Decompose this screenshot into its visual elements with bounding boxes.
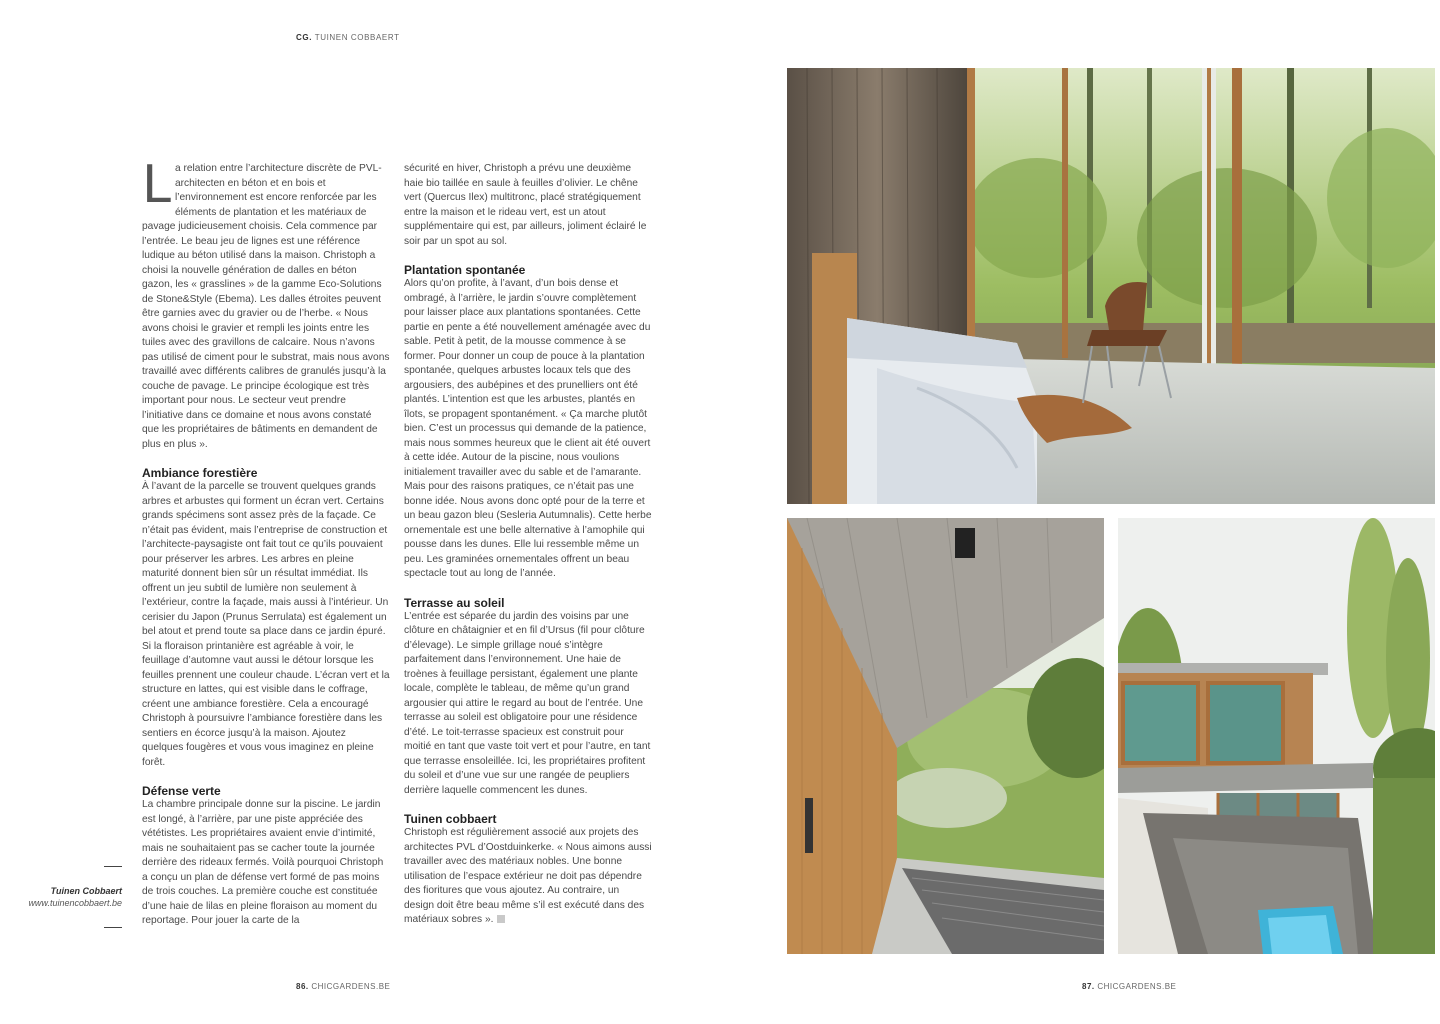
page-folio-right <box>1082 982 1176 991</box>
paragraph-defense-verte-part-2: sécurité en hiver, Christoph a prévu une deuxième haie bio taillée en saule à feuilles d’olivier. Le chêne vert (Quercus Ilex) multitronc, placé stratégiquement entre la maison et le rideau vert, est un atout supplémentaire qui est, par ailleurs, joliment éclairé le soir par un spot au sol. <box>404 163 647 247</box>
bedroom-illustration <box>787 68 1435 504</box>
photo-terrace <box>787 518 1104 954</box>
paragraph-tuinen-cobbaert <box>404 826 652 928</box>
credit-rule-top <box>104 866 122 867</box>
page-number-left: 86. <box>296 982 309 991</box>
house-illustration <box>1118 518 1435 954</box>
heading-ambiance-forestiere: Ambiance forestière <box>142 466 258 480</box>
credit-url[interactable]: www.tuinencobbaert.be <box>28 898 122 908</box>
text-column-left <box>142 155 390 929</box>
paragraph-tuinen-cobbaert-text: Christoph est régulièrement associé aux projets des architectes PVL d’Oostduinkerke. « Nous aimons aussi travailler avec des matériaux nobles. Une bonne utilisation de l’espace extérieur ne doit pas dépendre des fioritures que vous ajoutez. Au contraire, un design doit être beau même s’il est exécuté dans des matériaux sobres ». <box>404 827 652 925</box>
paragraph-defense-verte-part-1: La chambre principale donne sur la piscine. Le jardin est longé, à l’arrière, par une piste appréciée des vététistes. Les propriétaires avaient envie d’intimité, mais ne souhaitaient pas se cacher toute la journée derrière des rideaux fermés. Voilà pourquoi Christoph a conçu un plan de défense vert formé de pas moins de trois couches. La première couche est constituée d’une haie de lilas en pleine floraison au moment du reportage. Pour jouer la carte de la <box>142 799 384 926</box>
running-head <box>296 33 400 42</box>
running-head-title: TUINEN COBBAERT <box>314 33 400 42</box>
terrace-illustration <box>787 518 1104 954</box>
credit-name: Tuinen Cobbaert <box>50 886 122 896</box>
site-name-right: CHICGARDENS.BE <box>1097 982 1177 991</box>
site-name-left: CHICGARDENS.BE <box>311 982 391 991</box>
heading-defense-verte: Défense verte <box>142 784 221 798</box>
heading-plantation-spontanee: Plantation spontanée <box>404 263 526 277</box>
end-mark-icon <box>497 915 505 923</box>
running-head-abbr: CG. <box>296 33 313 42</box>
photo-bedroom <box>787 68 1435 504</box>
photo-house <box>1118 518 1435 954</box>
page-number-right: 87. <box>1082 982 1095 991</box>
paragraph-plantation-spontanee: Alors qu’on profite, à l’avant, d’un bois dense et ombragé, à l’arrière, le jardin s’ouvre complètement pour laisser place aux plantations spontanées. Cette partie en pente a été nouvellement aménagée avec du sable. Petit à petit, de la mousse commence à se former. Pour donner un coup de pouce à la plantation spontanée, quelques arbustes locaux tels que des argousiers, des aubépines et des prunelliers ont été plantés. L’intention est que les arbustes, plantés en îlots, se propagent spontanément. « Ça marche plutôt bien. C’est un processus qui demande de la patience, mais nous sommes heureux que le client ait été ouvert à cette idée. Autour de la piscine, nous voulions initialement travailler avec du sable et de l’amarante. Mais pour des raisons pratiques, ce n’était pas une bonne idée. Nous avons donc opté pour de la terre et un beau gazon bleu (Sesleria Autumnalis). Cette herbe ornementale est une belle alternative à l’amophile qui pousse dans les dunes. Elle lui ressemble même un peu. Les graminées ornementales offrent un beau spectacle tout au long de l’année. <box>404 278 652 579</box>
paragraph-ambiance-forestiere: À l’avant de la parcelle se trouvent quelques grands arbres et arbustes qui forment un écran vert. Certains grands spécimens sont assez près de la façade. Ce n’était pas évident, mais l’entreprise de construction et l’architecte-paysagiste ont fait tout ce qu’ils pouvaient pour préserver les arbres. Les arbres en pleine maturité donnent bien sûr un résultat immédiat. Ils offrent un jeu subtil de lumière non seulement à l’extérieur, contre la façade, mais aussi à l’intérieur. Un cerisier du Japon (Prunus Serrulata) est également un bel atout et prend toute sa place dans ce jardin épuré. Si la floraison printanière est agréable à voir, le feuillage d’automne vaut aussi le détour lorsque les feuilles prennent une couleur chaude. L’écran vert et la structure en lattes, qui est visible dans le coffrage, créent une ambiance forestière. Cela a encouragé Christoph à poursuivre l’ambiance forestière dans les sentiers en écorce jusqu’à la maison. Ajoutez quelques fougères et vous vous imaginez en pleine forêt. <box>142 481 390 768</box>
intro-paragraph <box>142 155 390 452</box>
credit-rule-bottom <box>104 927 122 928</box>
heading-terrasse-au-soleil: Terrasse au soleil <box>404 595 505 610</box>
drop-cap: L <box>142 155 171 215</box>
heading-tuinen-cobbaert: Tuinen cobbaert <box>404 812 497 826</box>
paragraph-terrasse-au-soleil: L’entrée est séparée du jardin des voisins par une clôture en châtaignier et en fil d’Ursus (fil pour clôture d’élevage). Le simple grillage noué s’intègre parfaitement dans l’environnement. Une haie de troènes à feuillage persistant, également une plante locale, complète le tableau, de même qu’un grand argousier qui attire le regard au bout de l’entrée. Une terrasse au soleil est obligatoire pour une résidence d’été. Le toit-terrasse spacieux est construit pour moitié en tant que vaste toit vert et pour l’autre, en tant que terrasse ensoleillée. Ici, les propriétaires profitent du soleil et d’une vue sur une rangée de peupliers derrière laquelle commencent les dunes. <box>404 610 651 796</box>
photo-credit <box>20 866 122 928</box>
text-column-right <box>404 162 652 928</box>
page-folio-left <box>296 982 390 991</box>
intro-text: a relation entre l’architecture discrète de PVL-architecten en béton et en bois et l’environnement est encore renforcée par les éléments de plantation et les matériaux de pavage judicieusement choisis. Cela commence par l’entrée. Le beau jeu de lignes est une référence ludique au béton utilisé dans la maison. Christoph a choisi la nouvelle génération de dalles en béton gazon, les « grasslines » de la gamme Eco-Solutions de Stone&Style (Ebema). Les dalles étroites peuvent être garnies avec du gravier ou de l’herbe. « Nous avons choisi le gravier et rempli les joints entre les tuiles avec des gravillons de calcaire. Nous n’avons pas utilisé de ciment pour le substrat, mais nous avons travaillé avec différents calibres de granulés jusqu’à la couche de pavage. Le principe écologique est très important pour nous. Le secteur veut prendre l’initiative dans ce domaine et nous avons constaté que les propriétaires de bâtiments en demandent de plus en plus ». <box>142 163 390 450</box>
